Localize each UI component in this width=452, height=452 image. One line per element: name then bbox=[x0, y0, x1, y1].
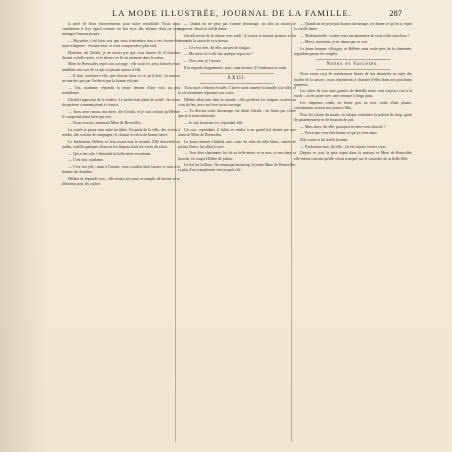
running-title: LA MODE ILLUSTRÉE, JOURNAL DE LA FAMILLE. bbox=[111, 8, 353, 18]
paragraph: Pour les visites du matin, on adopte volontiers le paletot de drap, garni de passementerie et de boutons de jais. bbox=[294, 112, 412, 122]
paragraph: Un soir, cependant, il fallut se rendre à un grand bal donné par une amie de Mme de Bressolles. bbox=[178, 127, 296, 137]
paragraph: — Qui a fait cela ? demanda la belle-mère en entrant. bbox=[68, 151, 152, 156]
paragraph: — Pardonnez-moi, dit-elle ; j'ai été injuste envers vous. bbox=[300, 144, 387, 149]
paragraph: — Vous êtes charmante, lui dit sa belle-mère, et ce mot, si rare dans sa bouche, fit rougir Hélène de plaisir. bbox=[178, 151, 296, 161]
paragraph: Gérald revint de la chasse vers midi ; il trouva sa femme pensive et lui demanda la cause de sa tristesse. bbox=[178, 33, 296, 43]
paragraph: — Mais alors, dit-elle, pourquoi m'avez-vous choisie ? bbox=[300, 124, 386, 129]
paragraph: Il la regarda longuement ; puis, sans insister, il l'embrassa et sortit. bbox=[184, 65, 288, 70]
section-rule bbox=[200, 73, 274, 74]
page-header bbox=[62, 8, 402, 22]
paragraph: La jeune femme s'habilla avec soin. Sa robe de tulle blanc, semée de petites fleurs, lui allait à ravir. bbox=[178, 139, 296, 149]
paragraph: — Oui, madame, répondit la jeune femme d'une voix un peu tremblante. bbox=[62, 86, 180, 96]
text-column-2 bbox=[178, 22, 296, 444]
paragraph: Hélène allait peu dans le monde ; elle préférait les longues soirées au coin du feu, avec un livre ou un ouvrage. bbox=[178, 97, 296, 107]
paragraph: Hélène ne répondit rien ; elle sentait ses yeux se remplir de larmes et se détourna pour les cacher. bbox=[62, 176, 180, 186]
paragraph: — Tu devrais sortir davantage, lui disait Gérald ; on finira par croire que je te tiens enfermée. bbox=[178, 109, 296, 119]
paragraph: Nous avons reçu de nombreuses lettres de nos abonnées au sujet des modes de la saison ; nous répondrons à chacune d'elles dans nos prochains numéros. bbox=[294, 72, 412, 87]
paragraph: — Ce n'est rien, dit-elle, un peu de fatigue. bbox=[184, 45, 251, 50]
paragraph: — Non, non, je t'assure. bbox=[184, 58, 222, 63]
paragraph: — Quand on ne peut pas s'aimer davantage, on doit au moins se supporter, disait la vieille dame. bbox=[178, 22, 296, 32]
paragraph: La soirée se passa sans autre incident. On parla de la ville, des visites à rendre, des voisins de campagne, et chacun se retira de bonne heure. bbox=[62, 128, 180, 138]
paragraph: — Ma mère t'a-t-elle fait quelque reproche ? bbox=[184, 52, 254, 57]
paragraph: — C'est fort joli ; mais à l'avenir, vous voudrez bien laisser ce soin à la femme de chambre. bbox=[62, 164, 180, 175]
paragraph: Mme de Bressolles reprit son ouvrage ; elle avait les yeux baissés et ne semblait rien voir de ce qui se passait autour d'elle. bbox=[62, 62, 180, 72]
paragraph: Gérald s'approcha de la fenêtre. Le jardin était plein de soleil ; les roses du parterre commençaient à s'ouvrir. bbox=[62, 97, 180, 107]
page-edge-shadow bbox=[0, 0, 48, 452]
paragraph: — Quand on ne peut pas donner davantage, on donne ce qu'on a, reprit la vieille dame. bbox=[294, 22, 412, 32]
paragraph: — Vous avez raison, ma mère, dit-il enfin, et je suis certain qu'Hélène le comprend aussi bien que moi. bbox=[62, 109, 180, 119]
paragraph: Madame, dit Gérald, je ne savais pas que vous fussiez là. Il s'inclina devant sa belle-mère, et le silence se fit un moment dans le salon. bbox=[62, 50, 180, 60]
section-rule bbox=[200, 83, 274, 84]
paragraph: — C'est moi, madame. bbox=[68, 158, 104, 163]
paragraph: — Je suis heureuse ici, répondait-elle. bbox=[184, 121, 244, 126]
section-rule bbox=[316, 69, 390, 70]
section-title: Notes et Variétés. bbox=[326, 62, 380, 68]
paragraph: Les robes de soie unie garnies de dentelle noire sont toujours fort à la mode ; on les porte avec une ceinture à longs pans. bbox=[294, 89, 412, 99]
paragraph: Le lendemain, Hélène se leva avant tout le monde. Elle descendit au jardin, cueillit quelques fleurs et les disposa dans les vases du salon. bbox=[62, 139, 180, 149]
paragraph: — Nous verrons, murmura Mme de Bressolles. bbox=[68, 121, 142, 126]
section-title: XXIII. bbox=[227, 75, 247, 81]
paragraph: — Parce que vous êtes bonne et que je vous aime. bbox=[300, 131, 378, 136]
text-column-1 bbox=[62, 22, 180, 444]
paragraph: Elle sourit et lui tendit la main. bbox=[300, 138, 349, 143]
page-number: 287 bbox=[389, 8, 402, 18]
text-column-3 bbox=[294, 22, 412, 444]
paragraph: la pitié de leurs inconvénients pour notre sensibilité. Nous nous conduisons à leur égard comme on fait avec des enfants dont on veut ménager l'amour-propre. bbox=[62, 22, 180, 37]
section-rule bbox=[316, 59, 390, 60]
paragraph: — Mademoiselle, voulez-vous me permettre de vous offrir mon bras ? bbox=[300, 33, 410, 38]
paragraph: Trois mois s'étaient écoulés. L'hiver avait ramené la famille à la ville, et la vie mondaine reprenait son cours. bbox=[178, 85, 296, 95]
paragraph: Le bal fut brillant. On remarqua beaucoup la jeune Mme de Bressolles, et plus d'un compliment vint jusqu'à elle. bbox=[178, 163, 296, 173]
paragraph: — Ma petite, c'est bien vrai que vous n'entendez rien à ces choses-là ; mais n'importe : écoutez-moi, et vous comprendrez plus tard. bbox=[62, 38, 180, 48]
paragraph: — Merci, monsieur, je ne danse pas ce soir. bbox=[300, 40, 368, 45]
paragraph: Le jeune homme s'éloigna, et Hélène resta seule près de la cheminée, regardant passer les couples. bbox=[294, 47, 412, 57]
paragraph: Depuis ce jour, la paix régna dans la maison, et Mme de Bressolles elle-même convint qu'elle s'était trompée sur le caractère de sa belle-fille. bbox=[294, 151, 412, 161]
paragraph: Les chapeaux ronds, en feutre gris ou noir, ornés d'une plume, conviennent surtout aux jeunes filles. bbox=[294, 101, 412, 111]
paragraph: — Il faut, continua-t-elle, que chacun fasse ici ce qu'il doit ; la maison ne marche que par l'ordre et par la bonne volonté. bbox=[62, 74, 180, 84]
